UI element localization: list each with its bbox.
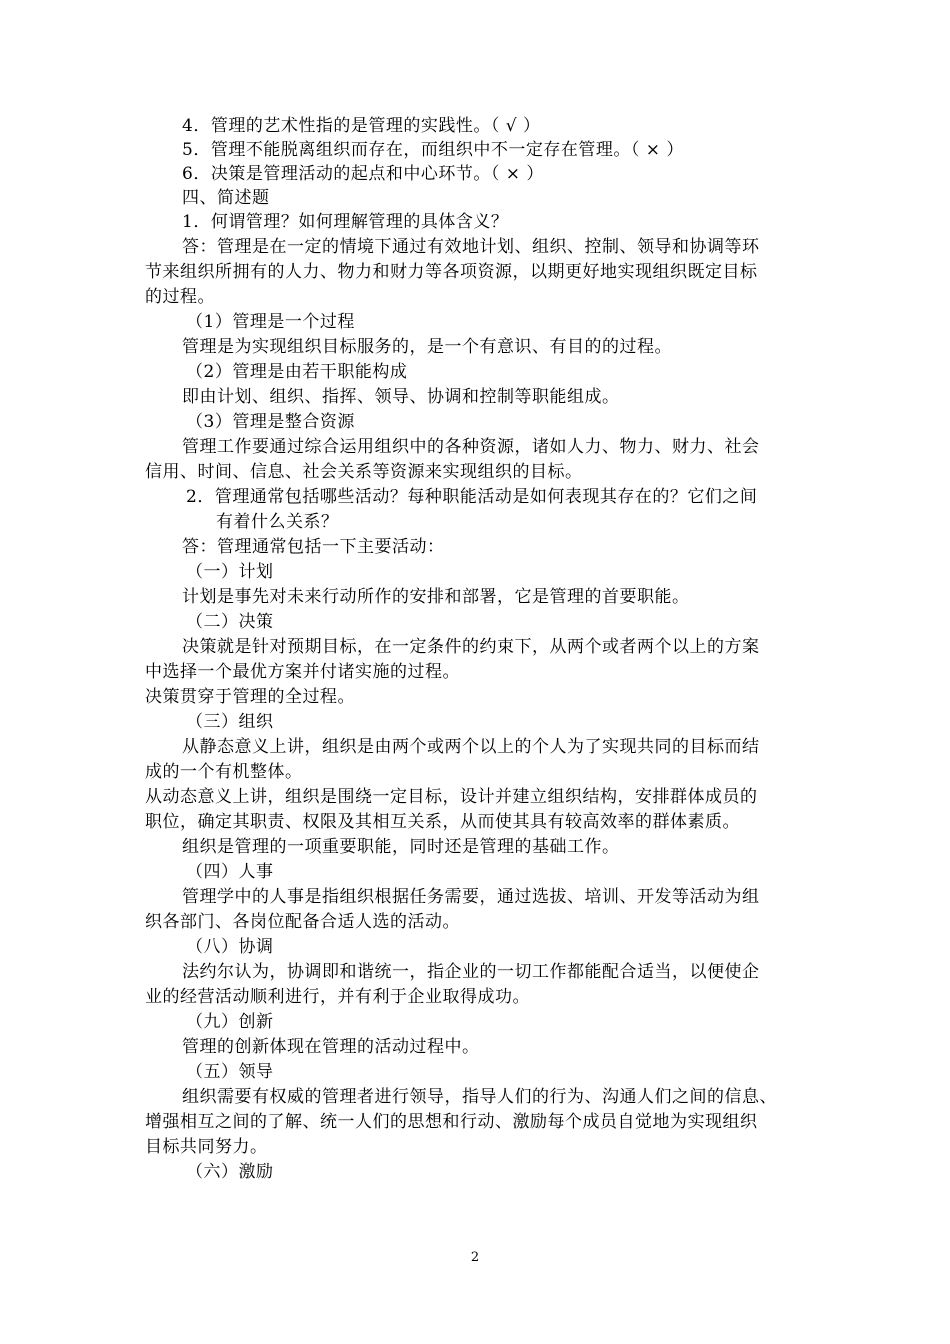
text-line: 目标共同努力。 — [145, 1137, 268, 1157]
question-heading: 1．何谓管理？如何理解管理的具体含义？ — [182, 212, 509, 232]
text-line: 管理学中的人事是指组织根据任务需要，通过选拔、培训、开发等活动为组 — [182, 887, 760, 907]
text-line: 管理是为实现组织目标服务的，是一个有意识、有目的的过程。 — [182, 337, 672, 357]
text-line: 答：管理通常包括一下主要活动： — [182, 537, 445, 557]
text-line: 决策贯穿于管理的全过程。 — [145, 687, 355, 707]
text-line: 的过程。 — [145, 287, 215, 307]
subheading: （1）管理是一个过程 — [186, 312, 355, 332]
text-line: 5．管理不能脱离组织而存在，而组织中不一定存在管理。（ × ） — [182, 140, 684, 160]
subheading: （三）组织 — [186, 712, 274, 732]
text-line: 节来组织所拥有的人力、物力和财力等各项资源，以期更好地实现组织既定目标 — [145, 262, 758, 282]
subheading: （一）计划 — [186, 562, 274, 582]
subheading: （2）管理是由若干职能构成 — [186, 362, 408, 382]
text-line: 织各部门、各岗位配备合适人选的活动。 — [145, 912, 460, 932]
text-line: 从动态意义上讲，组织是围绕一定目标，设计并建立组织结构，安排群体成员的 — [145, 787, 758, 807]
text-line: 6．决策是管理活动的起点和中心环节。（ × ） — [182, 164, 544, 184]
text-line: 业的经营活动顺利进行，并有利于企业取得成功。 — [145, 987, 530, 1007]
text-line: 法约尔认为，协调即和谐统一，指企业的一切工作都能配合适当，以便使企 — [182, 962, 760, 982]
question-heading-continued: 有着什么关系？ — [216, 512, 339, 532]
subheading: （四）人事 — [186, 862, 274, 882]
page-number: 2 — [470, 1250, 480, 1265]
question-heading: 2．管理通常包括哪些活动？每种职能活动是如何表现其存在的？它们之间 — [186, 487, 758, 507]
text-line: 组织是管理的一项重要职能，同时还是管理的基础工作。 — [182, 837, 620, 857]
text-line: 组织需要有权威的管理者进行领导，指导人们的行为、沟通人们之间的信息、 — [182, 1087, 777, 1107]
subheading: （五）领导 — [186, 1062, 274, 1082]
text-line: 信用、时间、信息、社会关系等资源来实现组织的目标。 — [145, 462, 583, 482]
text-line: 计划是事先对未来行动所作的安排和部署，它是管理的首要职能。 — [182, 587, 690, 607]
subheading: （六）激励 — [186, 1162, 274, 1182]
section-heading: 四、简述题 — [182, 188, 270, 208]
text-line: 答：管理是在一定的情境下通过有效地计划、组织、控制、领导和协调等环 — [182, 237, 760, 257]
text-line: 增强相互之间的了解、统一人们的思想和行动、激励每个成员自觉地为实现组织 — [145, 1112, 758, 1132]
text-line: 即由计划、组织、指挥、领导、协调和控制等职能组成。 — [182, 387, 620, 407]
subheading: （3）管理是整合资源 — [186, 412, 355, 432]
text-line: 成的一个有机整体。 — [145, 762, 303, 782]
text-line: 决策就是针对预期目标，在一定条件的约束下，从两个或者两个以上的方案 — [182, 637, 760, 657]
subheading: （八）协调 — [186, 937, 274, 957]
text-line: 管理工作要通过综合运用组织中的各种资源，诸如人力、物力、财力、社会 — [182, 437, 760, 457]
text-line: 从静态意义上讲，组织是由两个或两个以上的个人为了实现共同的目标而结 — [182, 737, 760, 757]
text-line: 职位，确定其职责、权限及其相互关系，从而使其具有较高效率的群体素质。 — [145, 812, 740, 832]
text-line: 4．管理的艺术性指的是管理的实践性。（ √ ） — [182, 116, 541, 136]
subheading: （九）创新 — [186, 1012, 274, 1032]
text-line: 管理的创新体现在管理的活动过程中。 — [182, 1037, 480, 1057]
subheading: （二）决策 — [186, 612, 274, 632]
text-line: 中选择一个最优方案并付诸实施的过程。 — [145, 662, 460, 682]
